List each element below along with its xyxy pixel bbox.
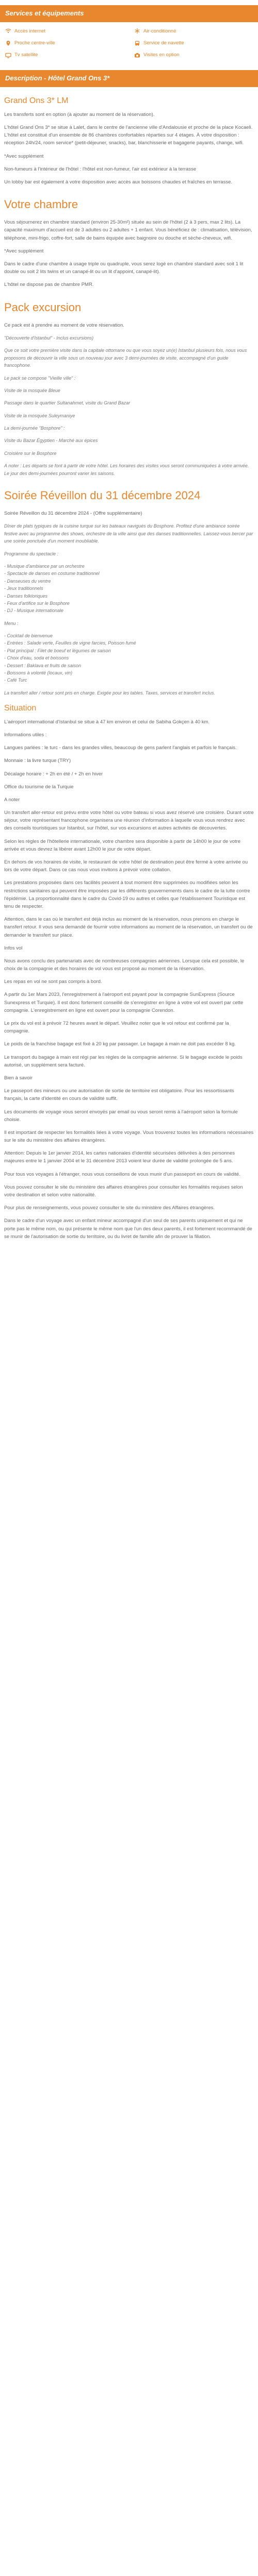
section-heading: Grand Ons 3* LM <box>4 96 69 106</box>
paragraph: Non-fumeurs à l'intérieur de l'hôtel : l'hôtel est non-fumeur, l'air est extérieur à la terrasse <box>4 166 197 172</box>
paragraph: *Avec supplément <box>4 248 44 254</box>
feature-label: Accès internet <box>14 28 46 34</box>
snowflake-icon <box>134 28 140 34</box>
tv-icon <box>5 52 11 58</box>
paragraph: Les transferts sont en option (à ajouter au moment de la réservation). <box>4 111 155 117</box>
page <box>0 5 258 1266</box>
italic-paragraph: Visite du Bazar Égyptien - Marché aux épices <box>4 438 98 444</box>
paragraph: Les prestations proposées dans ces facilités peuvent à tout moment être supprimées ou modifiées selon les restrictions sanitaires qui peuvent être imposées par les différents gouvernements dans le cadre de la lutte contre l'épidémie. La proportionnalité dans le cadre du Covid-19 ou autres et celles que l'établissement Touristique est tenu de respecter. <box>4 880 250 909</box>
paragraph: Attention, dans le cas où le transfert est déjà inclus au moment de la réservation, nous prenons en charge le transfert retour. Il vous sera demandé de fournir votre informations au moment de la réservation, un transfert ou de demander le transfert sur place. <box>4 917 253 938</box>
italic-paragraph: "Découverte d'Istanbul" - Inclus excursions) <box>4 335 94 341</box>
paragraph: Vous séjournerez en chambre standard (environ 25-30m²) située au sein de l'hôtel (2 à 3 pers, max 2 lits). La capacité maximum d'accueil est de 3 adultes ou 2 adultes + 1 enfant. Vous bénéficiez de : climatisation, télévision, téléphone, mini-frigo, coffre-fort, salle de bains équipée avec baignoire ou douche et sèche-cheveux, wifi. <box>4 219 252 241</box>
feature-aircon <box>134 27 253 35</box>
paragraph: A noter <box>4 796 20 803</box>
feature-label: Proche centre-ville <box>14 40 55 46</box>
italic-paragraph: - Cocktail de bienvenue - Entrées : Salade verte, Feuilles de vigne farcies, Poisson fumé - Plat principal : Filet de boeuf et légumes de saison - Choix d'eau, soda et boissons - Dessert : Baklava et fruits de saison - Boissons à volonté (locaux, vin) - Café Turc <box>4 633 136 683</box>
section-heading: Soirée Réveillon du 31 décembre 2024 <box>4 489 201 502</box>
paragraph: Bien à savoir <box>4 1075 33 1081</box>
paragraph: L'hôtel Grand Ons 3* se situe à Lalet, dans le centre de l'ancienne ville d'Andalousie et proche de la place Kocaeli. L'hôtel est constitué d'un ensemble de 86 chambres confortables réparties sur 4 étages. À votre disposition : réception 24h/24, room service* (petit-déjeuner, snacks), bar, blanchisserie et bagagerie payants, change, wifi. <box>4 124 253 146</box>
italic-paragraph: A noter : Les départs se font à partir de votre hôtel. Les horaires des visites vous seront communiquées à votre arrivée. Le jour des demi-journées pourront varier les saisons. <box>4 463 249 476</box>
paragraph: Il est important de respecter les formalités liées à votre voyage. Vous trouverez toutes les informations nécessaires sur le site du ministère des affaires étrangères. <box>4 1129 254 1144</box>
description-banner: Description - Hôtel Grand Ons 3* <box>0 70 258 87</box>
paragraph: Pour tous vos voyages à l'étranger, nous vous conseillons de vous munir d'un passeport en cours de validité. <box>4 1171 240 1177</box>
paragraph: A partir du 1er Mars 2023, l'enregistrement à l'aéroport est payant pour la compagnie SunExpress (Source Sunexpress et Turquie). Il est donc fortement conseillé de s'enregistrer en ligne à votre vol est ouvert par cette compagnie. L'enregistrement en ligne est ouvert pour la compagnie Corendon. <box>4 992 244 1013</box>
italic-paragraph: Visite de la mosquée Bleue <box>4 387 60 393</box>
features-grid <box>0 22 258 65</box>
paragraph: Les repas en vol ne sont pas compris à bord. <box>4 979 102 985</box>
paragraph: Nous avons conclu des partenariats avec de nombreuses compagnies aériennes. Lorsque cela est possible, le choix de la compagnie et des horaires de vol vous est proposé au moment de la réservation. <box>4 958 245 972</box>
feature-visits <box>134 51 253 59</box>
paragraph: Vous pouvez consulter le site du ministère des affaires étrangères pour consulter les formalités requises selon votre destination et selon votre nationalité. <box>4 1184 243 1198</box>
feature-label: Air-conditionné <box>143 28 176 34</box>
paragraph: Soirée Réveillon du 31 décembre 2024 - (Offre supplémentaire) <box>4 511 142 517</box>
paragraph: L'hôtel ne dispose pas de chambre PMR. <box>4 282 94 288</box>
paragraph: Un transfert aller-retour est prévu entre votre hôtel ou votre bateau si vous avez réservé une croisière. Durant votre séjour, votre représentant francophone organisera une réunion d'information à laquelle vous vous rendrez avec des conseils touristiques sur Istanbul, sur l'hôtel, sur vos excursions et autres activités de découvertes. <box>4 810 254 832</box>
services-banner: Services et équipements <box>0 5 258 22</box>
paragraph: Informations utiles : <box>4 732 47 738</box>
paragraph: Les documents de voyage vous seront envoyés par email ou vous seront remis à l'aéroport selon la formule choisie. <box>4 1109 238 1123</box>
italic-paragraph: La transfert aller / retour sont pris en charge. Exigée pour les tables. Taxes, services et transfert inclus. <box>4 690 215 696</box>
paragraph: Le passeport des mineurs ou une autorisation de sortie de territoire est obligatoire. Pour les ressortissants français, la carte d'identité en cours de validité suffit. <box>4 1088 234 1102</box>
italic-paragraph: Passage dans le quartier Sultanahmet, visite du Grand Bazar <box>4 400 131 406</box>
wifi-icon <box>5 28 11 34</box>
feature-center <box>5 39 124 47</box>
feature-shuttle <box>134 39 253 47</box>
paragraph: Décalage horaire : + 2h en été / + 2h en hiver <box>4 771 103 777</box>
feature-label: Tv satellite <box>14 52 38 58</box>
paragraph: Langues parlées : le turc - dans les grandes villes, beaucoup de gens parlent l'anglais et parfois le français. <box>4 745 237 751</box>
feature-label: Service de navette <box>143 40 184 46</box>
paragraph: *Avec supplément <box>4 153 44 159</box>
italic-paragraph: - Musique d'ambiance par un orchestre - Spectacle de danses en costume traditionnel - Danseuses du ventre - Jeux traditionnels - Danses folkloriques - Feux d'artifice sur le Bosphore - DJ - Musique internationale <box>4 563 100 614</box>
paragraph: Le prix du vol est à prévoir 72 heures avant le départ. Veuillez noter que le vol retour est confirmé par la compagnie. <box>4 1021 229 1035</box>
italic-paragraph: Le pack se compose "Vieille ville" : <box>4 375 76 381</box>
feature-label: Visites en option <box>143 52 180 58</box>
paragraph: Infos vol <box>4 945 23 951</box>
camera-icon <box>134 52 140 58</box>
paragraph: Le transport du bagage à main est régi par les règles de la compagnie aérienne. Si le bagage excède le poids autorisé, un supplément sera facturé. <box>4 1054 243 1068</box>
location-icon <box>5 40 11 46</box>
italic-paragraph: Menu : <box>4 620 19 626</box>
paragraph: Office du tourisme de la Turquie <box>4 784 74 790</box>
paragraph: Attention: Depuis le 1er janvier 2014, les cartes nationales d'identité sécurisées délivrées à des personnes majeures entre le 1 janvier 2004 et le 31 décembre 2013 voient leur durée de validité prolongée de 5 ans. <box>4 1150 235 1164</box>
paragraph: L'aéroport international d'Istanbul se situe à 47 km environ et celui de Sabiha Gokçen à 40 km. <box>4 719 210 725</box>
paragraph: Pour plus de renseignements, vous pouvez consulter le site du ministère des Affaires étrangères. <box>4 1205 215 1211</box>
paragraph: Ce pack est à prendre au moment de votre réservation. <box>4 322 124 328</box>
feature-tv <box>5 51 124 59</box>
paragraph: Le poids de la franchise bagage est fixé à 20 kg par passager. Le bagage à main ne doit pas excéder 8 kg. <box>4 1041 236 1047</box>
paragraph: Dans le cadre d'un voyage avec un enfant mineur accompagné d'un seul de ses parents uniquement et qui ne porte pas le même nom, ou qui présente le même nom que l'un des deux parents, il est fortement recommandé de se munir de l'autorisation de sortie du territoire, ou du livret de famille afin de prouver la filiation. <box>4 1218 252 1240</box>
paragraph: Selon les règles de l'hôtellerie internationale, votre chambre sera disponible à partir de 14h00 le jour de votre arrivée et vous devrez la libérer avant 12h00 le jour de votre départ. <box>4 838 241 852</box>
italic-paragraph: Programme du spectacle : <box>4 551 59 556</box>
section-heading: Pack excursion <box>4 300 82 314</box>
section-heading: Votre chambre <box>4 198 78 211</box>
italic-paragraph: Visite de la mosquée Suleymaniye <box>4 413 75 418</box>
paragraph: En dehors de vos horaires de visite, le restaurant de votre hôtel de destination peut être fermé à votre arrivée ou lors de votre départ. Dans ce cas nous vous invitons à prévoir votre collation. <box>4 859 248 873</box>
paragraph: Monnaie : la livre turque (TRY) <box>4 758 71 764</box>
description-content <box>0 87 258 1241</box>
italic-paragraph: Que ce soit votre première visite dans la capitale ottomane ou que vous soyez un(e) Istanbul plusieurs fois, nous vous proposons de découvrir la ville sous un nouveau jour avec 3 demi-journées de visite, accompagné d'un guide francophone. <box>4 348 247 368</box>
italic-paragraph: Croisière sur le Bosphore <box>4 450 57 456</box>
paragraph: Un lobby bar est également à votre disposition avec accès aux boissons chaudes et fraîches en terrasse. <box>4 179 232 185</box>
bus-icon <box>134 40 140 46</box>
paragraph: Dans le cadre d'une chambre à usage triple ou quadruple, vous serez logé en chambre standard avec soit 1 lit double ou soit 2 lits twins et un canapé-lit ou un lit d'appoint, canapé-lit). <box>4 261 244 275</box>
feature-internet <box>5 27 124 35</box>
section-heading: Situation <box>4 704 37 713</box>
italic-paragraph: La demi-journée "Bosphore" : <box>4 426 65 431</box>
italic-paragraph: Dîner de plats typiques de la cuisine turque sur les bateaux navigués du Bosphore. Profitez d'une ambiance soirée festive avec au programme des shows, orchestre de la ville ainsi que des danses traditionnelles. Laissez-vous bercer par une soirée ponctuée d'un moment inoubliable. <box>4 523 253 544</box>
